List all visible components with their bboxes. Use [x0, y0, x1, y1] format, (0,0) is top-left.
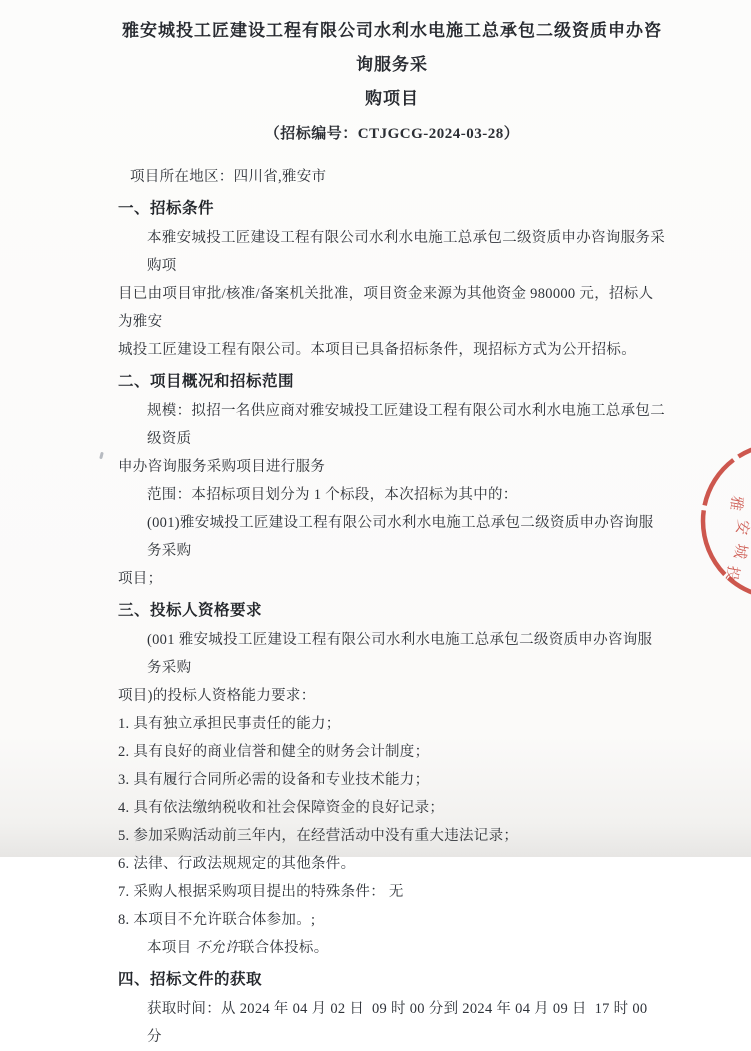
section-1-paragraph-line: 城投工匠建设工程有限公司。本项目已具备招标条件，现招标方式为公开招标。	[118, 342, 636, 358]
document-obtain-time: 获取时间：从 2024 年 04 月 02 日 09 时 00 分到 2024 年 04 月 09 日 17 时 00 分	[147, 1001, 652, 1045]
document-title-line-2: 购项目	[365, 89, 419, 108]
section-1-heading: 一、招标条件	[118, 200, 215, 217]
joint-bid-note	[118, 934, 666, 962]
section-3-heading: 三、投标人资格要求	[118, 602, 263, 619]
requirement-item: 6. 法律、行政法规规定的其他条件。	[118, 856, 356, 872]
tender-number: （招标编号：CTJGCG-2024-03-28）	[264, 126, 520, 142]
qualification-intro-line: 项目)的投标人资格能力要求：	[118, 688, 316, 704]
qualification-intro-line: (001 雅安城投工匠建设工程有限公司水利水电施工总承包二级资质申办咨询服务采购	[147, 632, 653, 676]
requirement-item: 1. 具有独立承担民事责任的能力；	[118, 716, 341, 732]
note-prefix: 本项目	[147, 940, 196, 956]
section-1-paragraph-line: 目已由项目审批/核准/备案机关批准，项目资金来源为其他资金 980000 元，招标人为雅安	[118, 286, 654, 330]
note-suffix: 联合体投标。	[239, 940, 329, 956]
requirement-item: 4. 具有依法缴纳税收和社会保障资金的良好记录；	[118, 800, 445, 816]
project-location: 项目所在地区：四川省,雅安市	[130, 169, 327, 185]
seal-character: 投	[722, 564, 741, 582]
requirement-item: 3. 具有履行合同所必需的设备和专业技术能力；	[118, 772, 430, 788]
section-1-paragraph-line: 本雅安城投工匠建设工程有限公司水利水电施工总承包二级资质申办咨询服务采购项	[147, 230, 665, 274]
requirement-item: 8. 本项目不允许联合体参加。;	[118, 912, 316, 928]
note-italic-text: 不允许	[195, 940, 240, 956]
seal-character: 安	[732, 518, 751, 536]
scan-speck	[99, 452, 104, 460]
seal-character: 雅	[726, 494, 745, 512]
scope-line: 范围：本招标项目划分为 1 个标段，本次招标为其中的：	[147, 487, 518, 503]
seal-character: 城	[730, 542, 749, 560]
scale-line: 申办咨询服务采购项目进行服务	[118, 459, 326, 475]
section-4-heading: 四、招标文件的获取	[118, 971, 263, 988]
requirement-item: 7. 采购人根据采购项目提出的特殊条件： 无	[118, 884, 404, 900]
document-body	[118, 14, 666, 1051]
requirement-item: 2. 具有良好的商业信誉和健全的财务会计制度；	[118, 744, 430, 760]
requirement-item: 5. 参加采购活动前三年内，在经营活动中没有重大违法记录；	[118, 828, 519, 844]
lot-line: (001)雅安城投工匠建设工程有限公司水利水电施工总承包二级资质申办咨询服务采购	[147, 515, 654, 559]
scale-line: 规模：拟招一名供应商对雅安城投工匠建设工程有限公司水利水电施工总承包二级资质	[147, 403, 665, 447]
red-seal-partial	[693, 443, 751, 608]
section-2-heading: 二、项目概况和招标范围	[118, 373, 295, 390]
lot-line: 项目；	[118, 571, 163, 587]
document-title-line-1: 雅安城投工匠建设工程有限公司水利水电施工总承包二级资质申办咨询服务采	[122, 21, 662, 74]
